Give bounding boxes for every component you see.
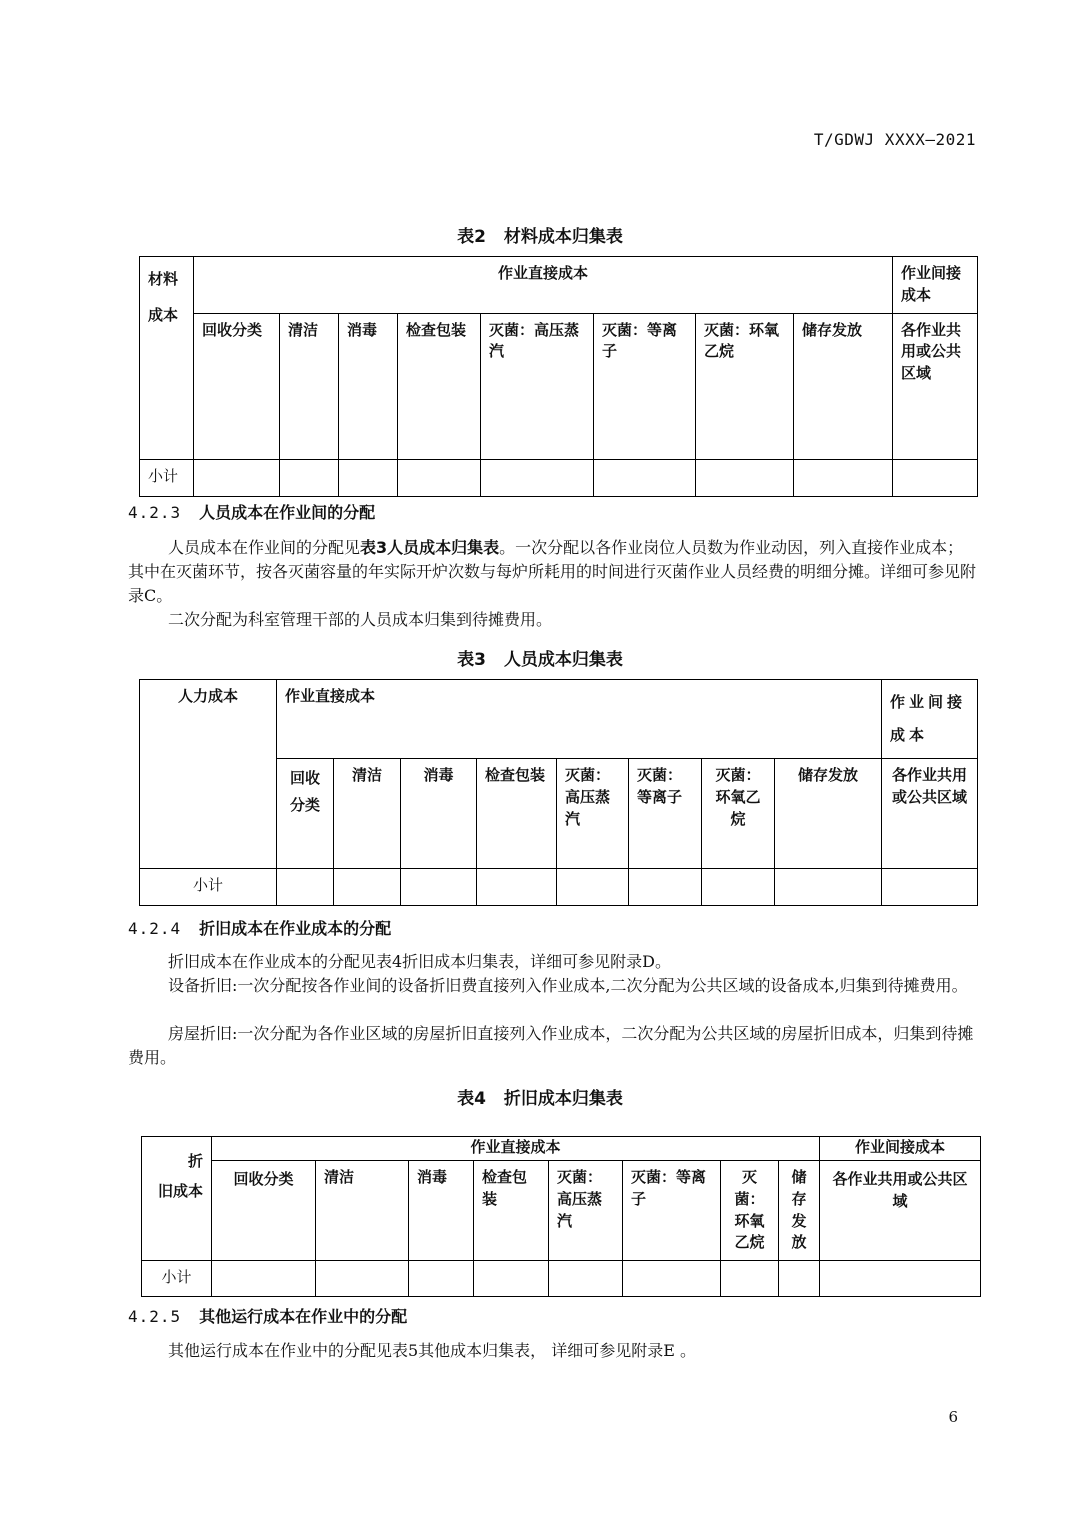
direct-cost-header: 作业直接成本 xyxy=(194,257,893,314)
subtotal-cell xyxy=(696,459,794,496)
section-4-2-3-paragraph-1 xyxy=(128,536,976,608)
col-storage-dispatch: 储存发放 xyxy=(794,313,893,459)
col-eo-sterilization: 灭菌：环氧乙烷 xyxy=(721,1161,779,1261)
subtotal-cell xyxy=(481,459,594,496)
section-number: 4.2.4 xyxy=(128,919,182,938)
col-disinfection: 消毒 xyxy=(339,313,398,459)
subtotal-cell xyxy=(316,1261,409,1297)
subtotal-cell xyxy=(794,459,893,496)
row-header-line2: 成本 xyxy=(148,305,179,324)
col-steam-sterilization: 灭菌：高压蒸汽 xyxy=(549,1161,623,1261)
col-storage-dispatch: 储存发放 xyxy=(779,1161,820,1261)
subtotal-cell xyxy=(401,869,477,906)
row-header-line1: 折 xyxy=(187,1152,203,1170)
subtotal-cell xyxy=(409,1261,474,1297)
col-disinfection: 消毒 xyxy=(401,759,477,869)
col-recycle-sort: 回收分类 xyxy=(194,313,280,459)
table2-title: 材料成本归集表 xyxy=(503,227,623,247)
row-header xyxy=(142,1137,212,1261)
section-4-2-5-paragraph-1 xyxy=(128,1339,976,1363)
subtotal-label: 小计 xyxy=(142,1261,212,1297)
table4-caption xyxy=(0,1084,1080,1109)
col-shared-area: 各作业共用或公共区域 xyxy=(882,759,978,869)
table2-number: 表2 xyxy=(457,227,486,247)
col-steam-sterilization: 灭菌：高压蒸汽 xyxy=(481,313,594,459)
section-number: 4.2.3 xyxy=(128,503,182,522)
table3-caption xyxy=(0,645,1080,670)
col-disinfection: 消毒 xyxy=(409,1161,474,1261)
section-title: 折旧成本在作业成本的分配 xyxy=(199,919,392,938)
col-inspect-pack: 检查包装 xyxy=(474,1161,549,1261)
col-eo-sterilization: 灭菌：环氧乙烷 xyxy=(696,313,794,459)
subtotal-cell xyxy=(779,1261,820,1297)
table2-caption xyxy=(0,222,1080,247)
section-4-2-3-paragraph-2 xyxy=(128,608,976,632)
section-4-2-3-heading xyxy=(128,500,375,523)
subtotal-cell xyxy=(277,869,334,906)
subtotal-label: 小计 xyxy=(140,459,194,496)
subtotal-cell xyxy=(280,459,339,496)
subtotal-cell xyxy=(893,459,978,496)
table3-title: 人员成本归集表 xyxy=(503,650,623,670)
row-header-line1: 材料 xyxy=(148,270,179,288)
table4-title: 折旧成本归集表 xyxy=(503,1089,623,1109)
paragraph-text: 其他运行成本在作业中的分配见表5其他成本归集表， 详细可参见附录E 。 xyxy=(168,1341,697,1360)
paragraph-text: 人员成本在作业间的分配见 xyxy=(168,538,361,557)
subtotal-cell xyxy=(549,1261,623,1297)
indirect-cost-header: 作业间接成本 xyxy=(893,257,978,314)
table3-number: 表3 xyxy=(457,650,486,670)
col-plasma-sterilization: 灭菌：等离子 xyxy=(629,759,702,869)
paragraph-text: 折旧成本在作业成本的分配见表4折旧成本归集表，详细可参见附录D。 xyxy=(168,952,672,971)
col-shared-area: 各作业共用或公共区域 xyxy=(820,1161,981,1261)
indirect-cost-header: 作业间接成本 xyxy=(882,680,978,759)
depreciation-cost-table xyxy=(141,1136,981,1297)
subtotal-cell xyxy=(477,869,557,906)
subtotal-cell xyxy=(339,459,398,496)
indirect-cost-header: 作业间接成本 xyxy=(820,1137,981,1161)
subtotal-cell xyxy=(194,459,280,496)
col-plasma-sterilization: 灭菌：等离子 xyxy=(623,1161,721,1261)
row-header-line2: 旧成本 xyxy=(157,1181,203,1200)
col-inspect-pack: 检查包装 xyxy=(398,313,481,459)
table4-number: 表4 xyxy=(457,1089,486,1109)
col-cleaning: 清洁 xyxy=(334,759,401,869)
section-4-2-5-heading xyxy=(128,1304,407,1327)
subtotal-cell xyxy=(702,869,775,906)
direct-cost-header: 作业直接成本 xyxy=(212,1137,820,1161)
section-title: 人员成本在作业间的分配 xyxy=(199,503,376,522)
col-cleaning: 清洁 xyxy=(280,313,339,459)
col-cleaning: 清洁 xyxy=(316,1161,409,1261)
section-4-2-4-paragraph-3 xyxy=(128,1022,976,1070)
subtotal-cell xyxy=(820,1261,981,1297)
subtotal-cell xyxy=(882,869,978,906)
section-4-2-4-heading xyxy=(128,916,391,939)
subtotal-cell xyxy=(775,869,882,906)
subtotal-cell xyxy=(721,1261,779,1297)
col-eo-sterilization: 灭菌：环氧乙烷 xyxy=(702,759,775,869)
subtotal-cell xyxy=(398,459,481,496)
col-recycle-sort: 回收分类 xyxy=(212,1161,316,1261)
section-title: 其他运行成本在作业中的分配 xyxy=(199,1307,408,1326)
section-number: 4.2.5 xyxy=(128,1307,182,1326)
subtotal-cell xyxy=(594,459,696,496)
paragraph-text: 二次分配为科室管理干部的人员成本归集到待摊费用。 xyxy=(168,610,553,629)
page-number: 6 xyxy=(948,1408,958,1426)
col-inspect-pack: 检查包装 xyxy=(477,759,557,869)
row-header: 人力成本 xyxy=(140,680,277,869)
paragraph-text: 。一次分配以各作业岗位人员数为作业动因，列入直接作业成本；其中在灭菌环节，按各灭菌容量的年实际开炉次数与每炉所耗用的时间进行灭菌作业人员经费的明细分摊。详细可参见附录C。 xyxy=(128,538,977,605)
subtotal-cell xyxy=(212,1261,316,1297)
section-4-2-4-paragraph-1 xyxy=(128,950,976,974)
row-header xyxy=(140,257,194,460)
direct-cost-header: 作业直接成本 xyxy=(277,680,882,759)
col-storage-dispatch: 储存发放 xyxy=(775,759,882,869)
subtotal-label: 小计 xyxy=(140,869,277,906)
table3-reference: 表3人员成本归集表 xyxy=(360,538,500,557)
subtotal-cell xyxy=(334,869,401,906)
subtotal-cell xyxy=(557,869,629,906)
section-4-2-4-paragraph-2 xyxy=(128,974,976,998)
subtotal-cell xyxy=(474,1261,549,1297)
paragraph-text: 设备折旧:一次分配按各作业间的设备折旧费直接列入作业成本,二次分配为公共区域的设备成本,归集到待摊费用。 xyxy=(168,976,968,995)
subtotal-cell xyxy=(623,1261,721,1297)
subtotal-cell xyxy=(629,869,702,906)
col-recycle-sort: 回收分类 xyxy=(277,759,334,869)
document-code: T/GDWJ XXXX—2021 xyxy=(813,130,976,149)
paragraph-text: 房屋折旧:一次分配为各作业区域的房屋折旧直接列入作业成本，二次分配为公共区域的房屋折旧成本，归集到待摊费用。 xyxy=(128,1024,974,1067)
col-plasma-sterilization: 灭菌：等离子 xyxy=(594,313,696,459)
col-shared-area: 各作业共用或公共区域 xyxy=(893,313,978,459)
col-steam-sterilization: 灭菌：高压蒸汽 xyxy=(557,759,629,869)
material-cost-table xyxy=(139,256,978,497)
personnel-cost-table xyxy=(139,679,978,906)
